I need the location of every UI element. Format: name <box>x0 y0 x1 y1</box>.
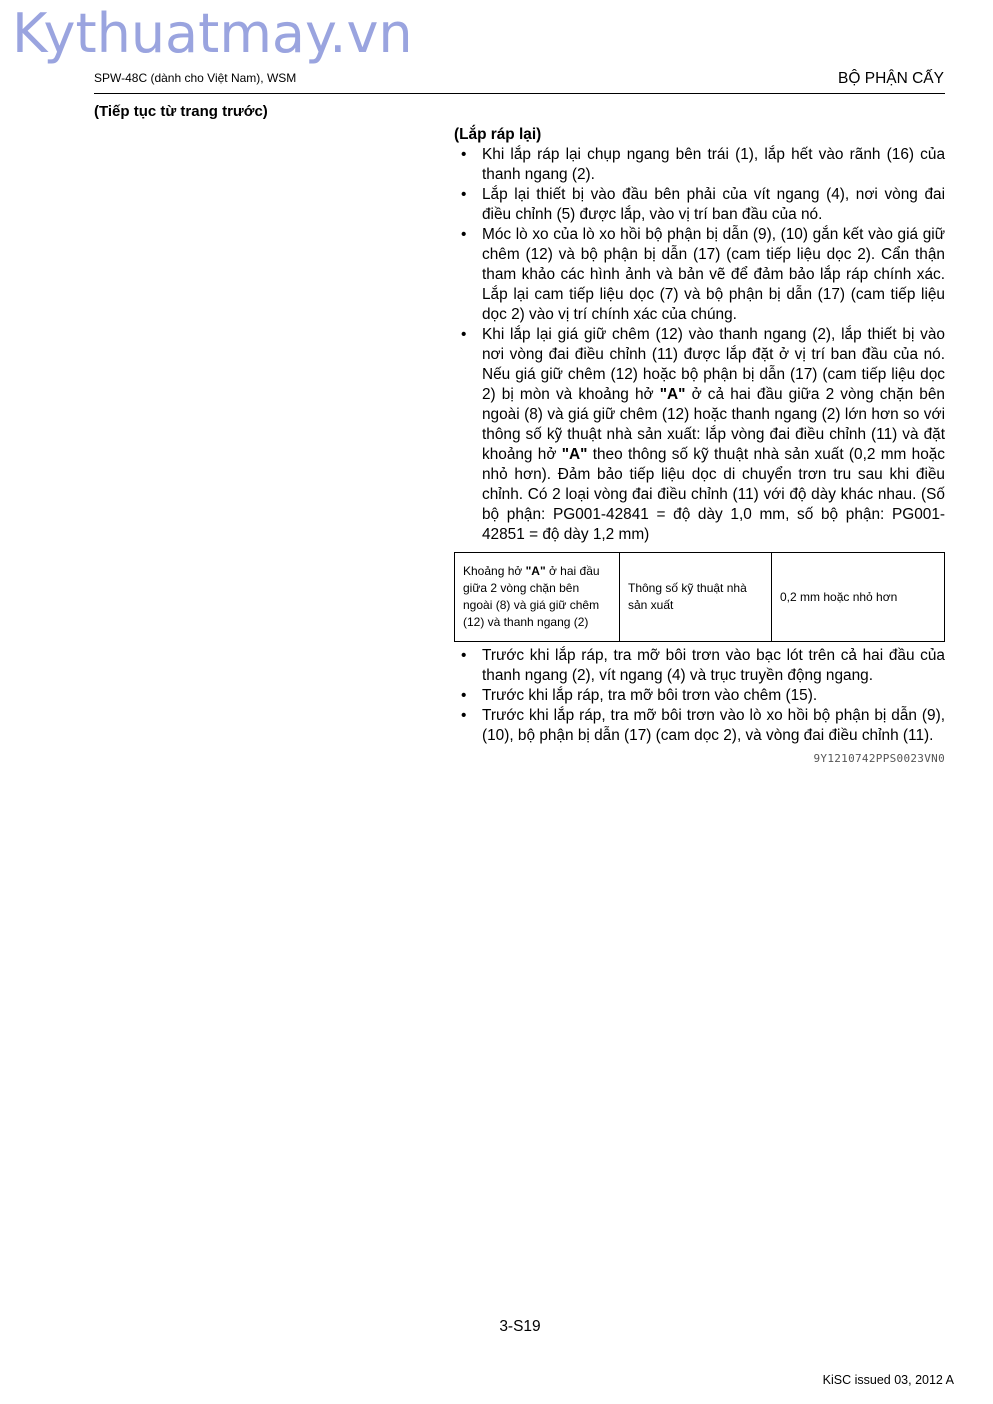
spec-value-cell: 0,2 mm hoặc nhỏ hơn <box>772 553 945 642</box>
lubrication-list <box>454 646 945 746</box>
list-item: • Lắp lại thiết bị vào đầu bên phải của vít ngang (4), nơi vòng đai điều chỉnh (5) được lắp, vào vị trí ban đầu của nó. <box>454 185 945 225</box>
text-segment: ở cả hai đầu giữa 2 vòng chặn bên ngoài (8) và giá giữ chêm (12) hoặc thanh ngang (2) lớn hơn so với thông số kỹ thuật nhà sản xuất: lắp vòng đai điều chỉnh (11) và đặt khoảng hở <box>482 386 945 463</box>
text-segment: ở hai đầu giữa 2 vòng chặn bên ngoài (8) và giá giữ chêm (12) và thanh ngang (2) <box>463 564 600 629</box>
page-number: 3-S19 <box>499 1318 541 1335</box>
section-title: BỘ PHẬN CẤY <box>838 70 944 87</box>
text-segment: theo thông số kỹ thuật nhà sản xuất (0,2 mm hoặc nhỏ hơn). Đảm bảo tiếp liệu dọc di chuyển trơn tru sau khi điều chỉnh. Có 2 loại vòng đai điều chỉnh (11) với độ dày khác nhau. (Số bộ phận: PG001-42841 = độ dày 1,0 mm, số bộ phận: PG001-42851 = độ dày 1,2 mm) <box>482 446 946 543</box>
list-item: • Móc lò xo của lò xo hồi bộ phận bị dẫn (9), (10) gắn kết vào giá giữ chêm (12) và bộ phận bị dẫn (17) (cam tiếp liệu dọc 2). Cẩn thận tham khảo các hình ảnh và bản vẽ để đảm bảo lắp ráp chính xác. Lắp lại cam tiếp liệu dọc (7) và bộ phận bị dẫn (17) (cam tiếp liệu dọc 2) vào vị trí chính xác của chúng. <box>454 225 945 325</box>
footer-issue: KiSC issued 03, 2012 A <box>822 1373 954 1387</box>
list-item: • Trước khi lắp ráp, tra mỡ bôi trơn vào chêm (15). <box>454 686 945 706</box>
reassembly-list <box>454 145 945 545</box>
list-item: • Trước khi lắp ráp, tra mỡ bôi trơn vào bạc lót trên cả hai đầu của thanh ngang (2), vít ngang (4) và trục truyền động ngang. <box>454 646 945 686</box>
header-divider <box>94 93 945 94</box>
list-item: • Trước khi lắp ráp, tra mỡ bôi trơn vào lò xo hồi bộ phận bị dẫn (9), (10), bộ phận bị dẫn (17) (cam dọc 2), và vòng đai điều chỉnh (11). <box>454 706 945 746</box>
clearance-key: "A" <box>525 564 546 578</box>
clearance-key: "A" <box>561 446 588 463</box>
reassembly-title: (Lắp ráp lại) <box>454 126 542 143</box>
text-segment: Khi lắp lại giá giữ chêm (12) vào thanh ngang (2), lắp thiết bị vào nơi vòng đai điều chỉnh (11) được lắp đặt ở vị trí ban đầu của nó. Nếu giá giữ chêm (12) hoặc bộ phận bị dẫn (17) (cam tiếp liệu dọc 2) bị mòn và khoảng hở <box>482 326 945 403</box>
list-item <box>454 325 945 545</box>
spec-item-cell <box>455 553 620 642</box>
table-row <box>455 553 945 642</box>
continued-note: (Tiếp tục từ trang trước) <box>94 103 268 120</box>
list-item: • Khi lắp ráp lại chụp ngang bên trái (1), lắp hết vào rãnh (16) của thanh ngang (2). <box>454 145 945 185</box>
clearance-key: "A" <box>659 386 686 403</box>
text-segment: Khoảng hở <box>463 564 526 578</box>
watermark-logo: Kythuatmay.vn <box>12 2 413 65</box>
reassembly-section <box>454 125 945 769</box>
document-title: SPW-48C (dành cho Việt Nam), WSM <box>94 71 297 85</box>
spec-type-cell: Thông số kỹ thuật nhà sản xuất <box>620 553 772 642</box>
spec-table <box>454 552 945 642</box>
document-code: 9Y1210742PPS0023VN0 <box>813 752 945 765</box>
